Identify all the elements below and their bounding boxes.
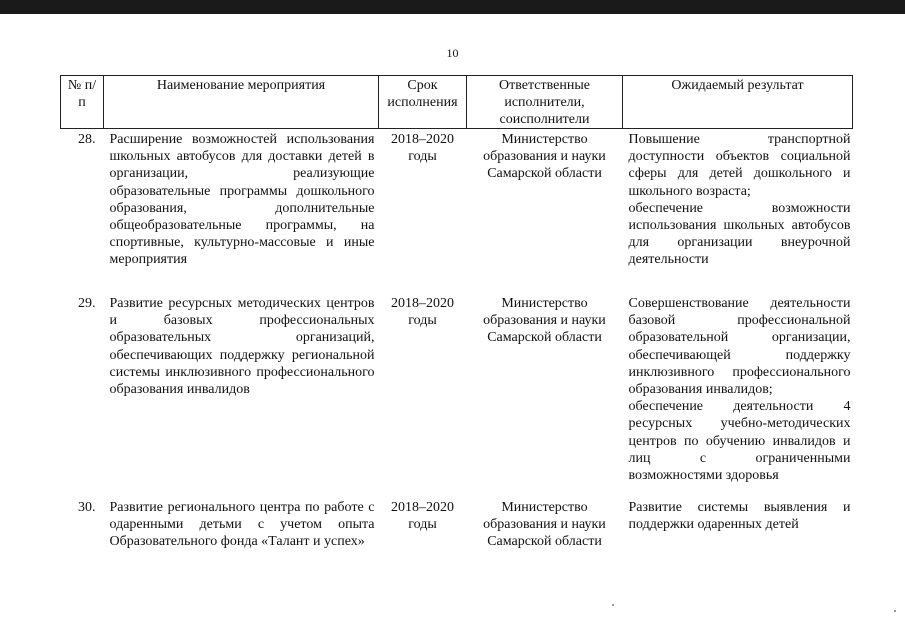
- row-name: Расширение возможностей использования школьных автобусов для доставки детей в организации, реализующие образовательные программы дошкольного образования, дополнительные общеобразовательные программы, на спортивные, культурно-массовые и иные мероприятия: [109, 132, 375, 268]
- row-responsible: Министерство образования и науки Самарской области: [483, 500, 606, 550]
- scan-speck: [612, 604, 614, 606]
- row-num: 29.: [78, 296, 96, 311]
- header-num: № п/п: [61, 76, 104, 129]
- header-name: Наименование мероприятия: [104, 76, 379, 129]
- row-num: 30.: [78, 500, 96, 515]
- row-responsible: Министерство образования и науки Самарской области: [483, 132, 606, 182]
- table-row: [61, 281, 853, 485]
- result-item: Совершенствование деятельности базовой профессиональной образовательной организации, обеспечивающей поддержку инклюзивного профессионального образования инвалидов;: [628, 296, 851, 398]
- row-name: Развитие ресурсных методических центров и базовых профессиональных образовательных организаций, обеспечивающих поддержку региональной системы инклюзивного профессионального образования инвалидов: [109, 296, 375, 398]
- activities-table: [60, 75, 853, 551]
- row-result: [623, 485, 853, 551]
- row-result: [623, 281, 853, 485]
- row-term: 2018–2020 годы: [391, 500, 454, 533]
- row-term: 2018–2020 годы: [391, 132, 454, 165]
- row-responsible: Министерство образования и науки Самарской области: [483, 296, 606, 346]
- table-row: [61, 129, 853, 282]
- top-scan-border: [0, 0, 905, 14]
- result-item: обеспечение возможности использования школьных автобусов для организации внеурочной деятельности: [628, 200, 851, 268]
- header-responsible: Ответственные исполнители, соисполнители: [467, 76, 623, 129]
- scan-speck: [894, 610, 896, 612]
- result-item: Повышение транспортной доступности объектов социальной сферы для детей дошкольного и школьного возраста;: [628, 132, 851, 199]
- row-result: [623, 129, 853, 282]
- row-name: Развитие регионального центра по работе с одаренными детьми с учетом опыта Образовательного фонда «Талант и успех»: [109, 500, 375, 550]
- row-num: 28.: [78, 132, 96, 147]
- row-term: 2018–2020 годы: [391, 296, 454, 329]
- result-item: обеспечение деятельности 4 ресурсных учебно-методических центров по обучению инвалидов и лиц с ограниченными возможностями здоровья: [628, 399, 851, 484]
- header-result: Ожидаемый результат: [623, 76, 853, 129]
- table-header-row: [61, 76, 853, 129]
- page-number: 10: [446, 46, 459, 60]
- header-term: Срок исполнения: [379, 76, 467, 129]
- result-item: Развитие системы выявления и поддержки одаренных детей: [628, 500, 851, 533]
- table-row: [61, 485, 853, 551]
